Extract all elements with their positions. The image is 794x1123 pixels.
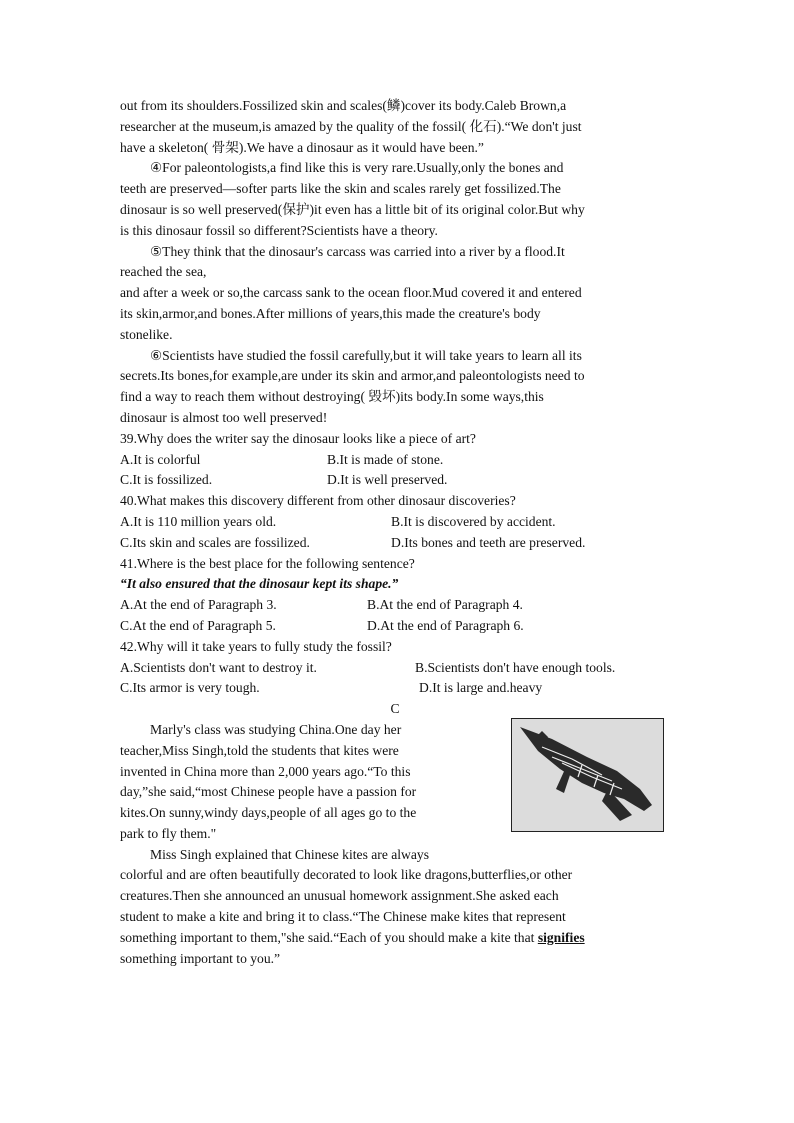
- passage-line: kites.On sunny,windy days,people of all ages go to the: [120, 805, 417, 821]
- question-stem: 42.Why will it take years to fully study the fossil?: [120, 638, 392, 654]
- option-a: A.At the end of Paragraph 3.: [120, 597, 277, 613]
- option-b: B.Scientists don't have enough tools.: [415, 659, 616, 675]
- option-row: [120, 658, 670, 679]
- option-c: C.Its armor is very tough.: [120, 680, 260, 696]
- option-c: C.It is fossilized.: [120, 472, 213, 488]
- option-d: D.It is large and.heavy: [419, 680, 543, 696]
- option-a: A.It is 110 million years old.: [120, 513, 277, 529]
- quoted-sentence: “It also ensured that the dinosaur kept its shape.”: [120, 576, 399, 592]
- option-b: B.It is made of stone.: [327, 451, 444, 467]
- passage-line: its skin,armor,and bones.After millions of years,this made the creature's body: [120, 305, 541, 321]
- option-a: A.Scientists don't want to destroy it.: [120, 659, 317, 675]
- section-heading: C: [390, 701, 400, 717]
- passage-line: day,”she said,“most Chinese people have a passion for: [120, 784, 417, 800]
- passage-line: dinosaur is so well preserved(保护)it even has a little bit of its original color.But why: [120, 201, 585, 217]
- eagle-kite-image: [511, 718, 664, 832]
- option-c: C.Its skin and scales are fossilized.: [120, 534, 310, 550]
- option-row: [120, 678, 670, 699]
- option-row: [120, 450, 670, 471]
- passage-line: have a skeleton( 骨架).We have a dinosaur as it would have been.”: [120, 139, 484, 155]
- section-c: [120, 720, 670, 970]
- passage-line: [120, 928, 670, 949]
- passage-line: Marly's class was studying China.One day her: [150, 721, 402, 737]
- passage-line: Miss Singh explained that Chinese kites are always: [150, 846, 429, 862]
- passage-text: something important to them,"she said.“Each of you should make a kite that: [120, 929, 538, 945]
- option-a: A.It is colorful: [120, 451, 201, 467]
- passage-line: teeth are preserved—softer parts like the skin and scales rarely get fossilized.The: [120, 181, 561, 197]
- option-row: [120, 595, 670, 616]
- passage-line: and after a week or so,the carcass sank to the ocean floor.Mud covered it and entered: [120, 285, 582, 301]
- passage-line: invented in China more than 2,000 years ago.“To this: [120, 763, 411, 779]
- question-stem: 40.What makes this discovery different from other dinosaur discoveries?: [120, 493, 516, 509]
- passage-line: park to fly them.": [120, 825, 217, 841]
- passage-line: is this dinosaur fossil so different?Scientists have a theory.: [120, 222, 438, 238]
- passage-line: reached the sea,: [120, 264, 207, 280]
- question-stem: 39.Why does the writer say the dinosaur looks like a piece of art?: [120, 430, 476, 446]
- passage-line: colorful and are often beautifully decorated to look like dragons,butterflies,or other: [120, 867, 573, 883]
- passage-line: creatures.Then she announced an unusual homework assignment.She asked each: [120, 888, 559, 904]
- passage-line: teacher,Miss Singh,told the students that kites were: [120, 742, 399, 758]
- question-stem: 41.Where is the best place for the following sentence?: [120, 555, 415, 571]
- option-d: D.At the end of Paragraph 6.: [367, 617, 524, 633]
- passage-line: out from its shoulders.Fossilized skin and scales(鳞)cover its body.Caleb Brown,a: [120, 98, 567, 113]
- option-d: D.It is well preserved.: [327, 472, 448, 488]
- passage-line: secrets.Its bones,for example,are under its skin and armor,and paleontologists need to: [120, 368, 585, 384]
- option-row: [120, 616, 670, 637]
- option-row: [120, 533, 670, 554]
- option-b: B.It is discovered by accident.: [391, 513, 556, 529]
- passage-line: dinosaur is almost too well preserved!: [120, 409, 328, 425]
- option-b: B.At the end of Paragraph 4.: [367, 597, 523, 613]
- paragraph-5-start: ⑤They think that the dinosaur's carcass was carried into a river by a flood.It: [150, 243, 565, 259]
- option-d: D.Its bones and teeth are preserved.: [391, 534, 586, 550]
- paragraph-6-start: ⑥Scientists have studied the fossil carefully,but it will take years to learn all its: [150, 347, 582, 363]
- paragraph-4-start: ④For paleontologists,a find like this is very rare.Usually,only the bones and: [150, 160, 564, 176]
- passage-line: researcher at the museum,is amazed by the quality of the fossil( 化石).“We don't just: [120, 118, 582, 134]
- passage-line: find a way to reach them without destroying( 毁坏)its body.In some ways,this: [120, 389, 544, 405]
- option-row: [120, 470, 670, 491]
- option-row: [120, 512, 670, 533]
- passage-line: student to make a kite and bring it to class.“The Chinese make kites that represent: [120, 909, 566, 925]
- vocabulary-word: signifies: [537, 929, 585, 945]
- passage-line: stonelike.: [120, 326, 173, 342]
- passage-line: something important to you.”: [120, 950, 281, 966]
- option-c: C.At the end of Paragraph 5.: [120, 617, 276, 633]
- document-page: [120, 96, 670, 969]
